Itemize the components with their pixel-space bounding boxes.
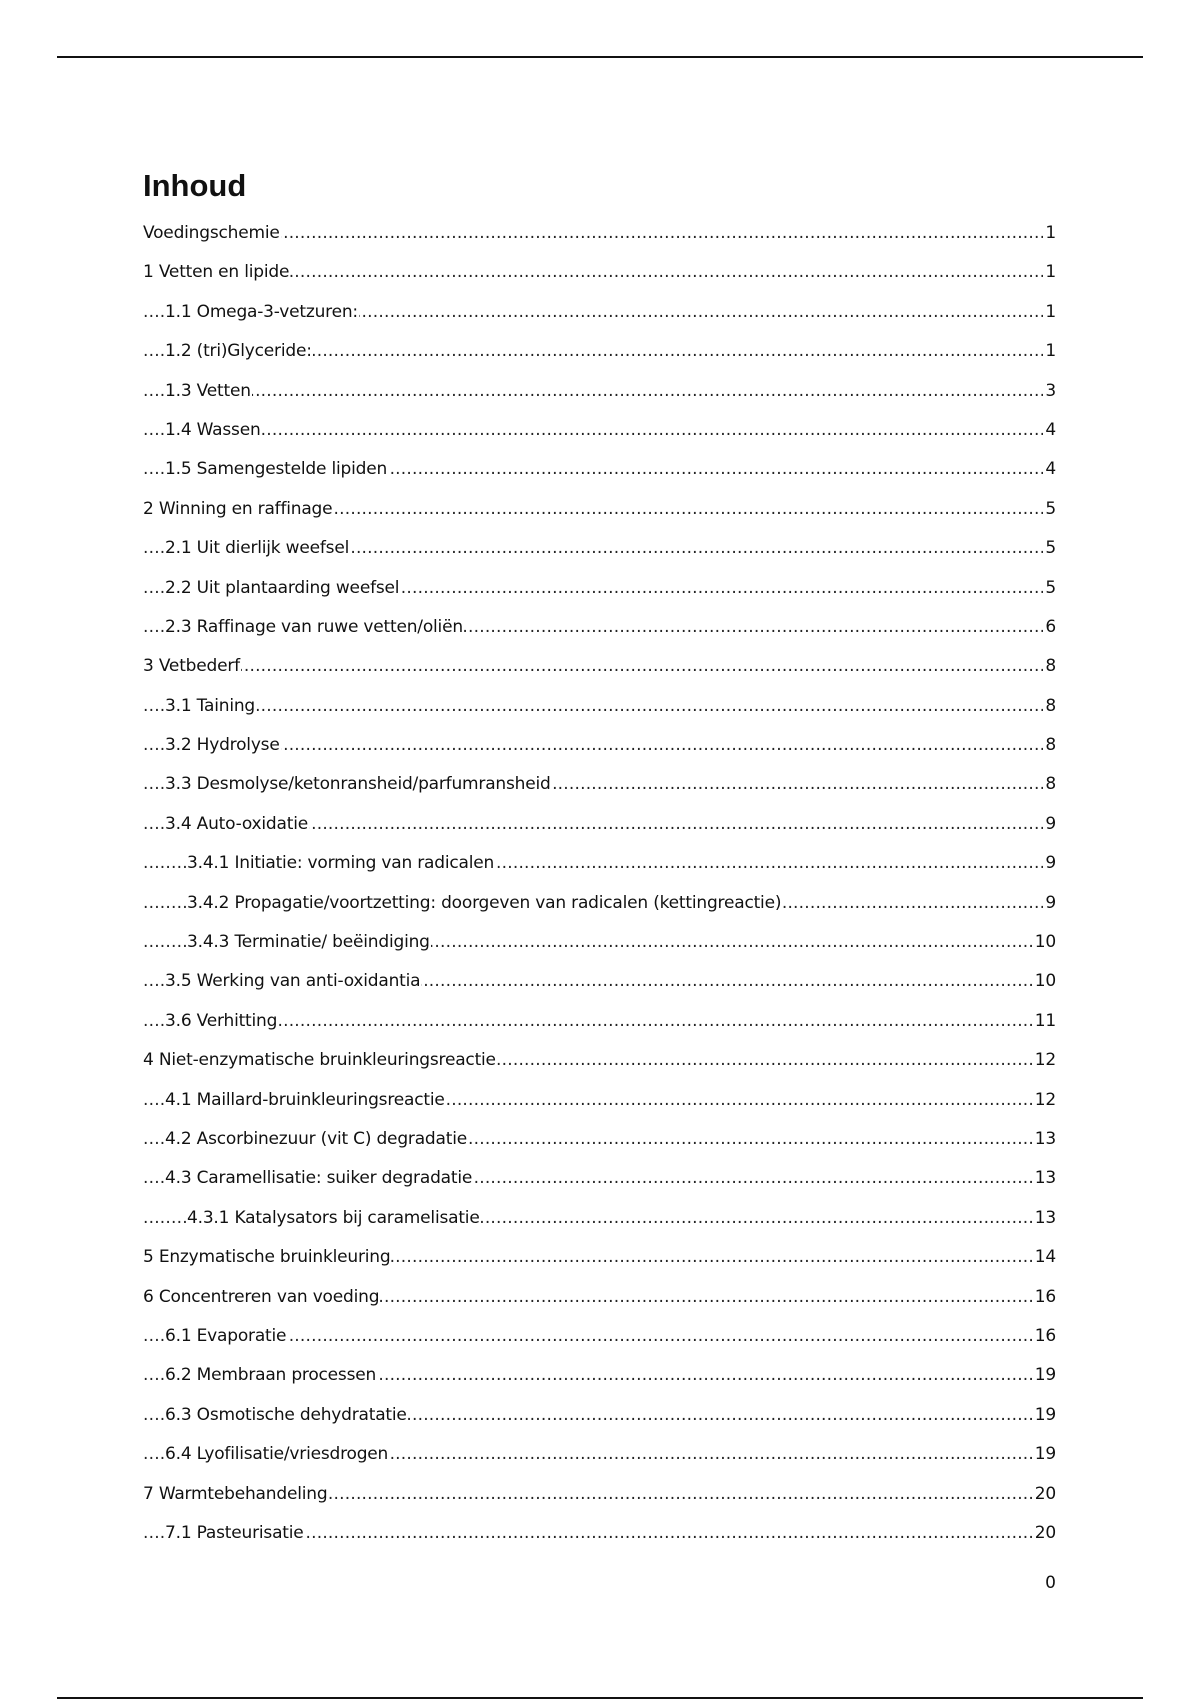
toc-entry-label: 3.2 Hydrolyse <box>165 735 280 756</box>
toc-entry[interactable] <box>143 450 1056 489</box>
toc-entry-label: 3.6 Verhitting <box>165 1010 278 1031</box>
toc-entry[interactable] <box>143 1514 1056 1553</box>
toc-entry-label: 6.3 Osmotische dehydratatie <box>165 1404 407 1425</box>
toc-entry[interactable] <box>143 765 1056 804</box>
toc-entry[interactable] <box>143 569 1056 608</box>
toc-entry[interactable] <box>143 1159 1056 1198</box>
page-number: 0 <box>1045 1573 1056 1593</box>
toc-entry[interactable] <box>143 608 1056 647</box>
toc-entry[interactable] <box>143 332 1056 371</box>
toc-entry-label: 7 Warmtebehandeling <box>143 1483 328 1504</box>
toc-entry-page-number: 4 <box>1043 450 1056 489</box>
toc-entry-label: 3.4.2 Propagatie/voortzetting: doorgeven van radicalen (kettingreactie) <box>187 892 782 913</box>
toc-entry[interactable] <box>143 1317 1056 1356</box>
toc-entry-page-number: 11 <box>1033 1002 1056 1041</box>
toc-entry-label: 3.1 Taining <box>165 695 256 716</box>
toc-entry[interactable] <box>143 1356 1056 1395</box>
toc-entry[interactable] <box>143 844 1056 883</box>
toc-entry[interactable] <box>143 1081 1056 1120</box>
toc-entry-page-number: 3 <box>1043 372 1056 411</box>
toc-entry-page-number: 16 <box>1033 1278 1056 1317</box>
toc-entry-page-number: 4 <box>1043 411 1056 450</box>
toc-entry-label: 5 Enzymatische bruinkleuring <box>143 1247 391 1268</box>
toc-entry-label: 3.3 Desmolyse/ketonransheid/parfumransheid <box>165 774 551 795</box>
toc-entry-page-number: 14 <box>1033 1238 1056 1277</box>
toc-entry[interactable] <box>143 1120 1056 1159</box>
toc-entry[interactable] <box>143 962 1056 1001</box>
toc-entry[interactable] <box>143 411 1056 450</box>
header-rule <box>57 56 1143 58</box>
toc-entry-page-number: 5 <box>1043 569 1056 608</box>
toc-entry-page-number: 1 <box>1043 214 1056 253</box>
toc-entry[interactable] <box>143 1475 1056 1514</box>
toc-entry[interactable] <box>143 214 1056 253</box>
toc-entry-page-number: 1 <box>1043 293 1056 332</box>
footer-rule <box>57 1697 1143 1699</box>
toc-entry[interactable] <box>143 884 1056 923</box>
toc-entry[interactable] <box>143 1238 1056 1277</box>
toc-entry-label: Voedingschemie <box>143 223 280 243</box>
toc-entry-label: 4.3 Caramellisatie: suiker degradatie <box>165 1168 473 1189</box>
toc-entry[interactable] <box>143 1435 1056 1474</box>
toc-entry[interactable] <box>143 805 1056 844</box>
toc-entry-page-number: 9 <box>1043 884 1056 923</box>
toc-entry-page-number: 1 <box>1043 332 1056 371</box>
toc-entry-page-number: 8 <box>1043 726 1056 765</box>
toc-entry-page-number: 19 <box>1033 1435 1056 1474</box>
toc-entry-page-number: 10 <box>1033 923 1056 962</box>
toc-entry-page-number: 13 <box>1033 1199 1056 1238</box>
toc-entry-label: 3 Vetbederf <box>143 656 240 677</box>
toc-entry-label: 2.2 Uit plantaarding weefsel <box>165 577 400 598</box>
toc-entry-label: 1.4 Wassen <box>165 419 261 440</box>
toc-entry-page-number: 8 <box>1043 765 1056 804</box>
toc-entry-page-number: 16 <box>1033 1317 1056 1356</box>
toc-entry[interactable] <box>143 293 1056 332</box>
toc-entry-page-number: 6 <box>1043 608 1056 647</box>
toc-entry-page-number: 5 <box>1043 490 1056 529</box>
toc-entry[interactable] <box>143 1041 1056 1080</box>
toc-entry-label: 4.3.1 Katalysators bij caramelisatie <box>187 1207 480 1228</box>
toc-entry-page-number: 20 <box>1033 1514 1056 1553</box>
toc-entry-label: 6.4 Lyofilisatie/vriesdrogen <box>165 1444 389 1465</box>
toc-entry-label: 7.1 Pasteurisatie <box>165 1522 304 1543</box>
toc-entry-page-number: 8 <box>1043 687 1056 726</box>
toc-entry[interactable] <box>143 1396 1056 1435</box>
toc-entry-label: 6.2 Membraan processen <box>165 1365 377 1386</box>
table-of-contents <box>143 214 1056 1553</box>
toc-entry-label: 3.4 Auto-oxidatie <box>165 813 308 834</box>
toc-entry[interactable] <box>143 726 1056 765</box>
toc-entry-label: 4.2 Ascorbinezuur (vit C) degradatie <box>165 1128 467 1149</box>
toc-entry[interactable] <box>143 1002 1056 1041</box>
toc-entry-label: 3.4.3 Terminatie/ beëindiging <box>187 932 430 953</box>
toc-entry-label: 1.2 (tri)Glyceride: <box>165 341 312 362</box>
toc-entry[interactable] <box>143 923 1056 962</box>
toc-entry[interactable] <box>143 647 1056 686</box>
toc-entry-label: 1.5 Samengestelde lipiden <box>165 459 388 480</box>
toc-entry-label: 6 Concentreren van voeding <box>143 1286 380 1307</box>
toc-entry-label: 2.3 Raffinage van ruwe vetten/oliën <box>165 616 463 637</box>
toc-entry[interactable] <box>143 1278 1056 1317</box>
toc-entry-page-number: 12 <box>1033 1041 1056 1080</box>
toc-entry-label: 2.1 Uit dierlijk weefsel <box>165 538 350 559</box>
toc-entry-label: 2 Winning en raffinage <box>143 498 333 519</box>
toc-entry[interactable] <box>143 529 1056 568</box>
toc-entry-page-number: 12 <box>1033 1081 1056 1120</box>
toc-entry-label: 4.1 Maillard-bruinkleuringsreactie <box>165 1089 445 1110</box>
toc-entry-label: 1.1 Omega-3-vetzuren: <box>165 301 358 322</box>
toc-entry-page-number: 19 <box>1033 1356 1056 1395</box>
toc-entry[interactable] <box>143 1199 1056 1238</box>
toc-entry-page-number: 20 <box>1033 1475 1056 1514</box>
toc-entry-page-number: 8 <box>1043 647 1056 686</box>
toc-entry-label: 6.1 Evaporatie <box>165 1325 287 1346</box>
toc-entry[interactable] <box>143 490 1056 529</box>
toc-entry-page-number: 5 <box>1043 529 1056 568</box>
toc-entry[interactable] <box>143 253 1056 292</box>
page-title: Inhoud <box>143 168 247 203</box>
toc-entry-page-number: 9 <box>1043 805 1056 844</box>
toc-entry-page-number: 10 <box>1033 962 1056 1001</box>
toc-entry-label: 4 Niet-enzymatische bruinkleuringsreactie <box>143 1050 496 1071</box>
toc-entry-page-number: 13 <box>1033 1159 1056 1198</box>
toc-entry[interactable] <box>143 687 1056 726</box>
toc-entry-label: 3.5 Werking van anti-oxidantia <box>165 971 421 992</box>
toc-entry-label: 1.3 Vetten <box>165 380 251 401</box>
toc-entry-label: 1 Vetten en lipide <box>143 262 290 283</box>
toc-entry-page-number: 1 <box>1043 253 1056 292</box>
toc-entry-page-number: 9 <box>1043 844 1056 883</box>
toc-entry-label: 3.4.1 Initiatie: vorming van radicalen <box>187 853 495 874</box>
toc-entry-page-number: 19 <box>1033 1396 1056 1435</box>
toc-entry-page-number: 13 <box>1033 1120 1056 1159</box>
toc-entry[interactable] <box>143 372 1056 411</box>
